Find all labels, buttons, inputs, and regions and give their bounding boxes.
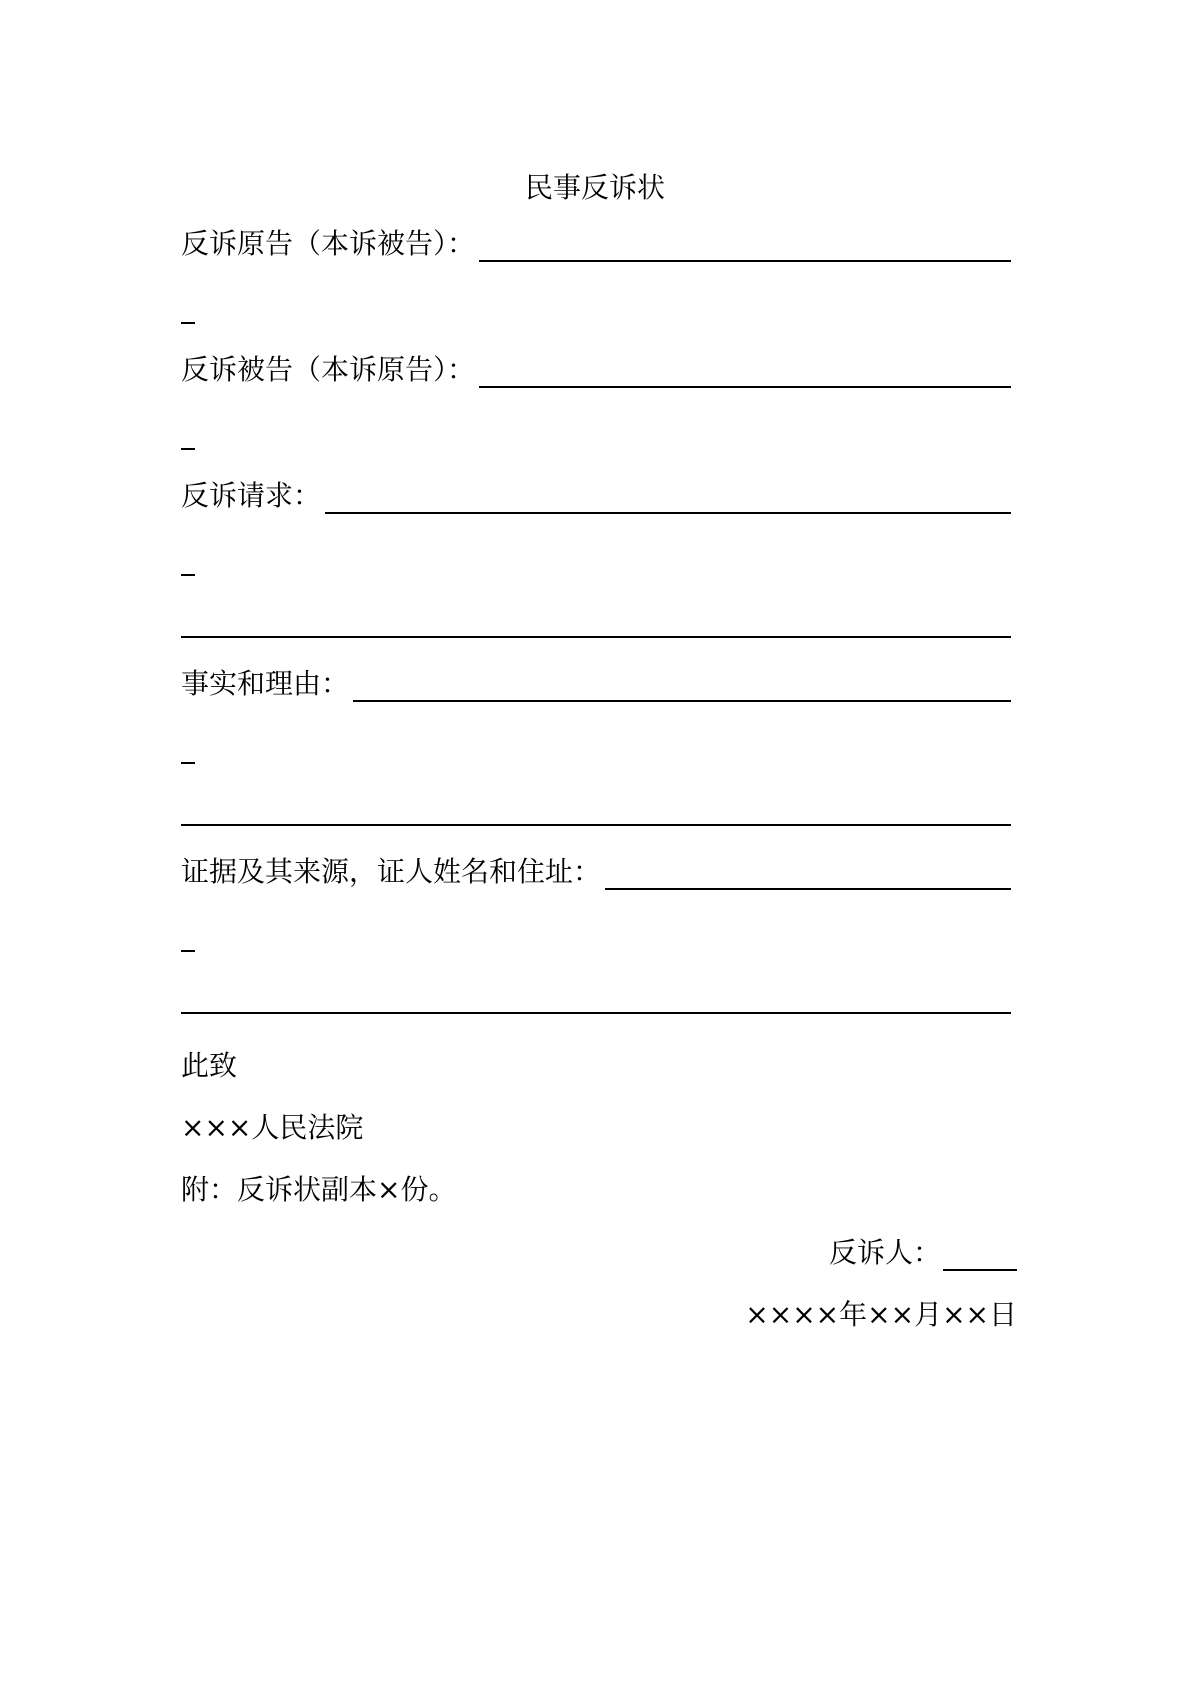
signer-label: 反诉人：: [828, 1236, 941, 1269]
closing-text: 此致: [181, 1049, 238, 1082]
attachment-note: 附：反诉状副本×份。: [181, 1173, 457, 1206]
evidence-continuation-mark: [181, 950, 195, 952]
counter-plaintiff-blank[interactable]: [479, 230, 1011, 262]
counter-claim-blank[interactable]: [325, 482, 1011, 514]
evidence-row: [181, 854, 1011, 890]
counter-claim-row: [181, 478, 1011, 514]
counter-defendant-row: [181, 352, 1011, 388]
facts-row: [181, 666, 1011, 702]
facts-blank[interactable]: [353, 670, 1011, 702]
facts-label: 事实和理由：: [181, 667, 350, 700]
counter-plaintiff-continuation-mark: [181, 322, 195, 324]
document-date: ××××年××月××日: [745, 1298, 1017, 1331]
counter-claim-continuation-mark: [181, 574, 195, 576]
date-row: [745, 1297, 1017, 1333]
evidence-extra-line[interactable]: [181, 1012, 1011, 1014]
counter-plaintiff-row: [181, 226, 1011, 262]
signer-row: [829, 1235, 1017, 1271]
counter-claim-label: 反诉请求：: [181, 479, 322, 512]
document-title: 民事反诉状: [524, 171, 665, 204]
signer-blank[interactable]: [943, 1239, 1017, 1271]
counter-defendant-label: 反诉被告（本诉原告）：: [181, 353, 476, 386]
evidence-label: 证据及其来源，证人姓名和住址：: [181, 855, 602, 888]
counter-plaintiff-label: 反诉原告（本诉被告）：: [181, 227, 476, 260]
facts-extra-line[interactable]: [181, 824, 1011, 826]
facts-continuation-mark: [181, 762, 195, 764]
counter-claim-extra-line[interactable]: [181, 636, 1011, 638]
court-name: ×××人民法院: [181, 1111, 364, 1144]
evidence-blank[interactable]: [605, 858, 1011, 890]
counter-defendant-continuation-mark: [181, 448, 195, 450]
counter-defendant-blank[interactable]: [479, 356, 1011, 388]
